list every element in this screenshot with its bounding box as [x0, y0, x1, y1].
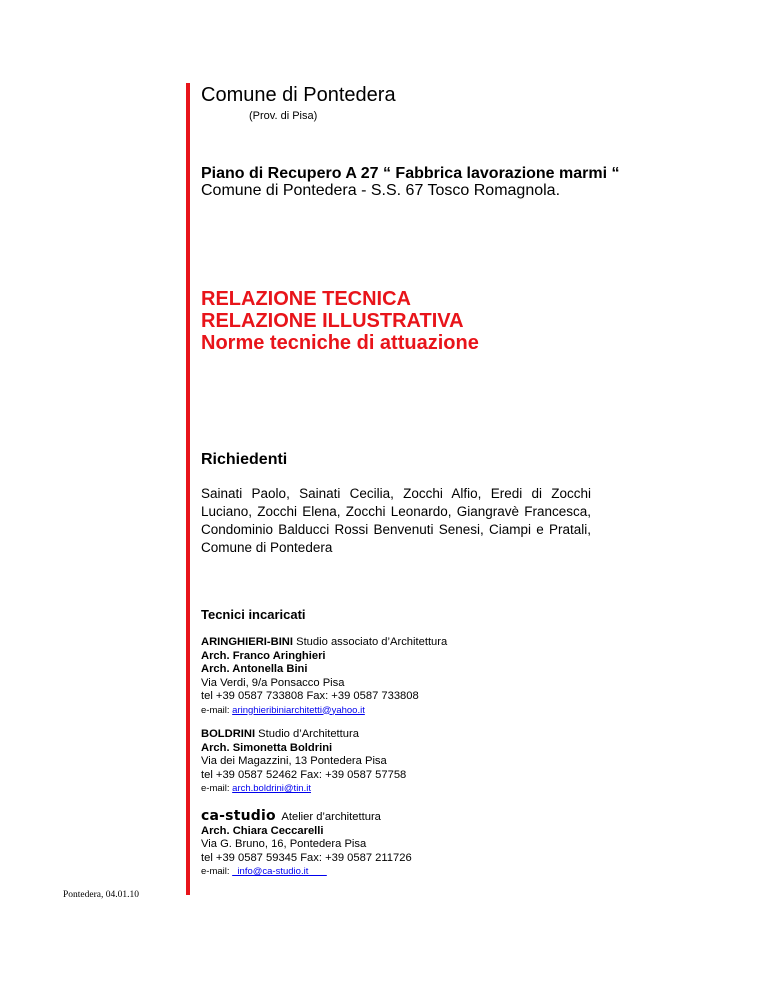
email-link[interactable]: info@ca-studio.it	[232, 866, 327, 877]
studio-header	[201, 810, 412, 825]
richiedenti-heading: Richiedenti	[201, 451, 288, 468]
studio-header	[201, 728, 406, 742]
richiedenti-text: Sainati Paolo, Sainati Cecilia, Zocchi Alfio, Eredi di Zocchi Luciano, Zocchi Elena, Zocchi Leonardo, Giangravè Francesca, Condominio Balducci Rossi Benvenuti Senesi, Ciampi e Pratali, Comune di Pontedera	[201, 486, 591, 555]
studio-ca-studio	[201, 810, 412, 879]
studio-header	[201, 636, 447, 650]
architect-name: Arch. Chiara Ceccarelli	[201, 824, 324, 837]
email-link[interactable]: aringhieribiniarchitetti@yahoo.it	[232, 704, 365, 716]
studio-email-line	[201, 782, 406, 796]
architect-name: Arch. Antonella Bini	[201, 663, 308, 675]
architect-name: Arch. Franco Aringhieri	[201, 649, 326, 662]
email-label: e-mail:	[201, 704, 233, 716]
studio-address: Via G. Bruno, 16, Pontedera Pisa	[201, 838, 367, 850]
piano-subtitle: Comune di Pontedera - S.S. 67 Tosco Romagnola.	[201, 182, 561, 199]
studio-name: BOLDRINI	[201, 728, 256, 740]
tecnici-heading: Tecnici incaricati	[201, 607, 306, 622]
studio-email-line	[201, 865, 412, 879]
comune-title: Comune di Pontedera	[201, 84, 396, 106]
studio-address: Via dei Magazzini, 13 Pontedera Pisa	[201, 755, 387, 767]
relazione-illustrativa-title: RELAZIONE ILLUSTRATIVA	[201, 310, 464, 332]
studio-aringhieri-bini	[201, 636, 447, 717]
red-margin-bar	[186, 83, 190, 895]
email-label: e-mail:	[201, 783, 233, 794]
studio-boldrini	[201, 728, 406, 796]
ca-studio-logo: ca-studio	[201, 808, 276, 824]
studio-desc: Studio associato d’Architettura	[293, 636, 448, 648]
email-link[interactable]: arch.boldrini@tin.it	[232, 783, 311, 794]
studio-email-line	[201, 704, 447, 718]
norme-tecniche-title: Norme tecniche di attuazione	[201, 332, 479, 354]
relazione-tecnica-title: RELAZIONE TECNICA	[201, 288, 411, 310]
studio-desc: Studio d’Architettura	[255, 728, 359, 740]
footer-date: Pontedera, 04.01.10	[63, 890, 139, 900]
studio-desc: Atelier d’architettura	[275, 811, 381, 823]
piano-title: Piano di Recupero A 27 “ Fabbrica lavorazione marmi “	[201, 165, 620, 182]
studio-phone: tel +39 0587 59345 Fax: +39 0587 211726	[201, 851, 412, 864]
architect-name: Arch. Simonetta Boldrini	[201, 741, 333, 754]
studio-phone: tel +39 0587 733808 Fax: +39 0587 733808	[201, 690, 419, 702]
studio-name: ARINGHIERI-BINI	[201, 636, 293, 648]
email-label: e-mail:	[201, 866, 233, 877]
studio-phone: tel +39 0587 52462 Fax: +39 0587 57758	[201, 768, 407, 781]
provincia-label: (Prov. di Pisa)	[249, 110, 318, 122]
studio-address: Via Verdi, 9/a Ponsacco Pisa	[201, 676, 345, 689]
